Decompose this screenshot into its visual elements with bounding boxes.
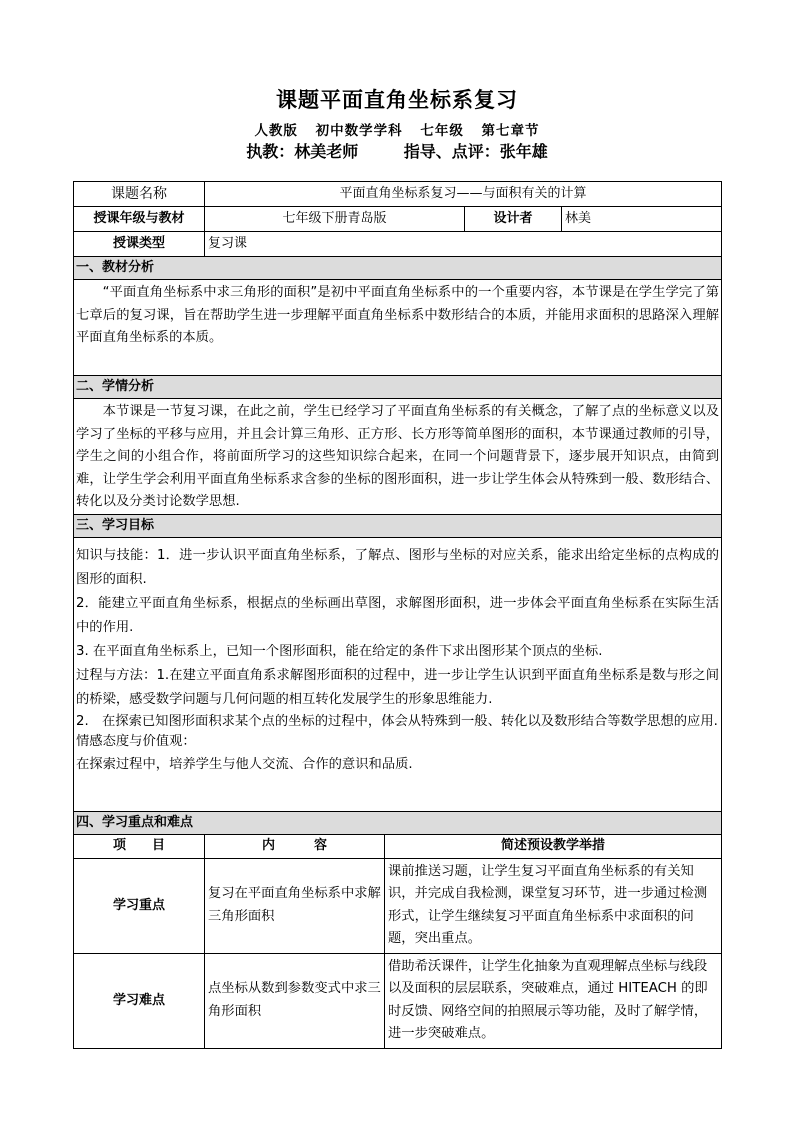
key-point-content: 复习在平面直角坐标系中求解三角形面积 [205, 858, 385, 953]
reviewer: 指导、点评：张年雄 [403, 142, 548, 161]
topic-value: 平面直角坐标系复习——与面积有关的计算 [205, 182, 722, 207]
col-header-content: 内 容 [205, 834, 385, 858]
teacher: 执教：林美老师 [246, 142, 359, 161]
table-row [74, 953, 722, 1048]
key-point-label: 学习重点 [74, 858, 205, 953]
textbook-analysis-text: “平面直角坐标系中求三角形的面积”是初中平面直角坐标系中的一个重要内容，本节课是在学生学完了第七章后的复习课，旨在帮助学生进一步理解平面直角坐标系中数形结合的本质，并能用求面积的思路深入理解平面直角坐标系的本质。 [76, 285, 720, 345]
col-header-item: 项 目 [74, 834, 205, 858]
type-value: 复习课 [205, 232, 722, 257]
grade-label: 授课年级与教材 [74, 207, 205, 232]
difficulty-label: 学习难点 [74, 953, 205, 1048]
goal-line: 2．能建立平面直角坐标系，根据点的坐标画出草图，求解图形面积，进一步体会平面直角坐标系在实际生活中的作用. [76, 595, 720, 635]
grade-value: 七年级下册青岛版 [205, 207, 465, 232]
publisher: 人教版 [254, 123, 298, 139]
course-meta [0, 119, 794, 139]
goal-line: 知识与技能：1．进一步认识平面直角坐标系，了解点、图形与坐标的对应关系，能求出给定坐标的点构成的图形的面积. [76, 547, 720, 587]
student-analysis [74, 399, 722, 515]
subject: 初中数学学科 [315, 123, 403, 139]
col-header-measure: 简述预设教学举措 [385, 834, 722, 858]
textbook-analysis [74, 280, 722, 376]
lesson-title: 课题平面直角坐标系复习 [276, 88, 518, 112]
key-point-measure: 课前推送习题，让学生复习平面直角坐标系的有关知识，并完成自我检测，课堂复习环节，进一步通过检测形式，让学生继续复习平面直角坐标系中求面积的问题，突出重点。 [385, 858, 722, 953]
goal-line: 在探索过程中，培养学生与他人交流、合作的意识和品质. [76, 756, 413, 772]
chapter: 第七章节 [481, 123, 540, 139]
table-row [74, 858, 722, 953]
designer-label: 设计者 [465, 207, 562, 232]
type-label: 授课类型 [74, 232, 205, 257]
grade: 七年级 [420, 123, 464, 139]
goal-line: 2. 在探索已知图形面积求某个点的坐标的过程中，体会从特殊到一般、转化以及数形结合等数学思想的应用. [76, 713, 718, 729]
difficulty-content: 点坐标从数到参数变式中求三角形面积 [205, 953, 385, 1048]
section-heading-goals: 三、学习目标 [74, 514, 722, 537]
goal-line: 过程与方法：1.在建立平面直角系求解图形面积的过程中，进一步让学生认识到平面直角坐标系是数与形之间的桥梁，感受数学问题与几何问题的相互转化发展学生的形象思维能力. [76, 667, 720, 707]
section-heading-students: 二、学情分析 [74, 376, 722, 399]
designer-value: 林美 [562, 207, 722, 232]
section-heading-key-points: 四、学习重点和难点 [74, 811, 722, 834]
student-analysis-text: 本节课是一节复习课，在此之前，学生已经学习了平面直角坐标系的有关概念，了解了点的坐标意义以及学习了坐标的平移与应用，并且会计算三角形、正方形、长方形等简单图形的面积，本节课通过教师的引导，学生之间的小组合作，将前面所学习的这些知识综合起来，在同一个问题背景下，逐步展开知识点，由简到难，让学生学会利用平面直角坐标系求含参的坐标的图形面积，进一步让学生体会从特殊到一般、数形结合、转化以及分类讨论数学思想. [76, 404, 720, 509]
learning-goals [74, 537, 722, 811]
goal-line: 情感态度与价值观： [76, 733, 196, 749]
lesson-plan-table [73, 181, 722, 1049]
section-heading-textbook: 一、教材分析 [74, 257, 722, 280]
topic-label: 课题名称 [74, 182, 205, 207]
goal-line: 3. 在平面直角坐标系上，已知一个图形面积，能在给定的条件下求出图形某个顶点的坐标. [76, 643, 603, 659]
difficulty-measure: 借助希沃课件，让学生化抽象为直观理解点坐标与线段以及面积的层层联系，突破难点，通过 HITEACH 的即时反馈、网络空间的拍照展示等功能，及时了解学情，进一步突破难点。 [385, 953, 722, 1048]
teacher-line [0, 139, 794, 162]
